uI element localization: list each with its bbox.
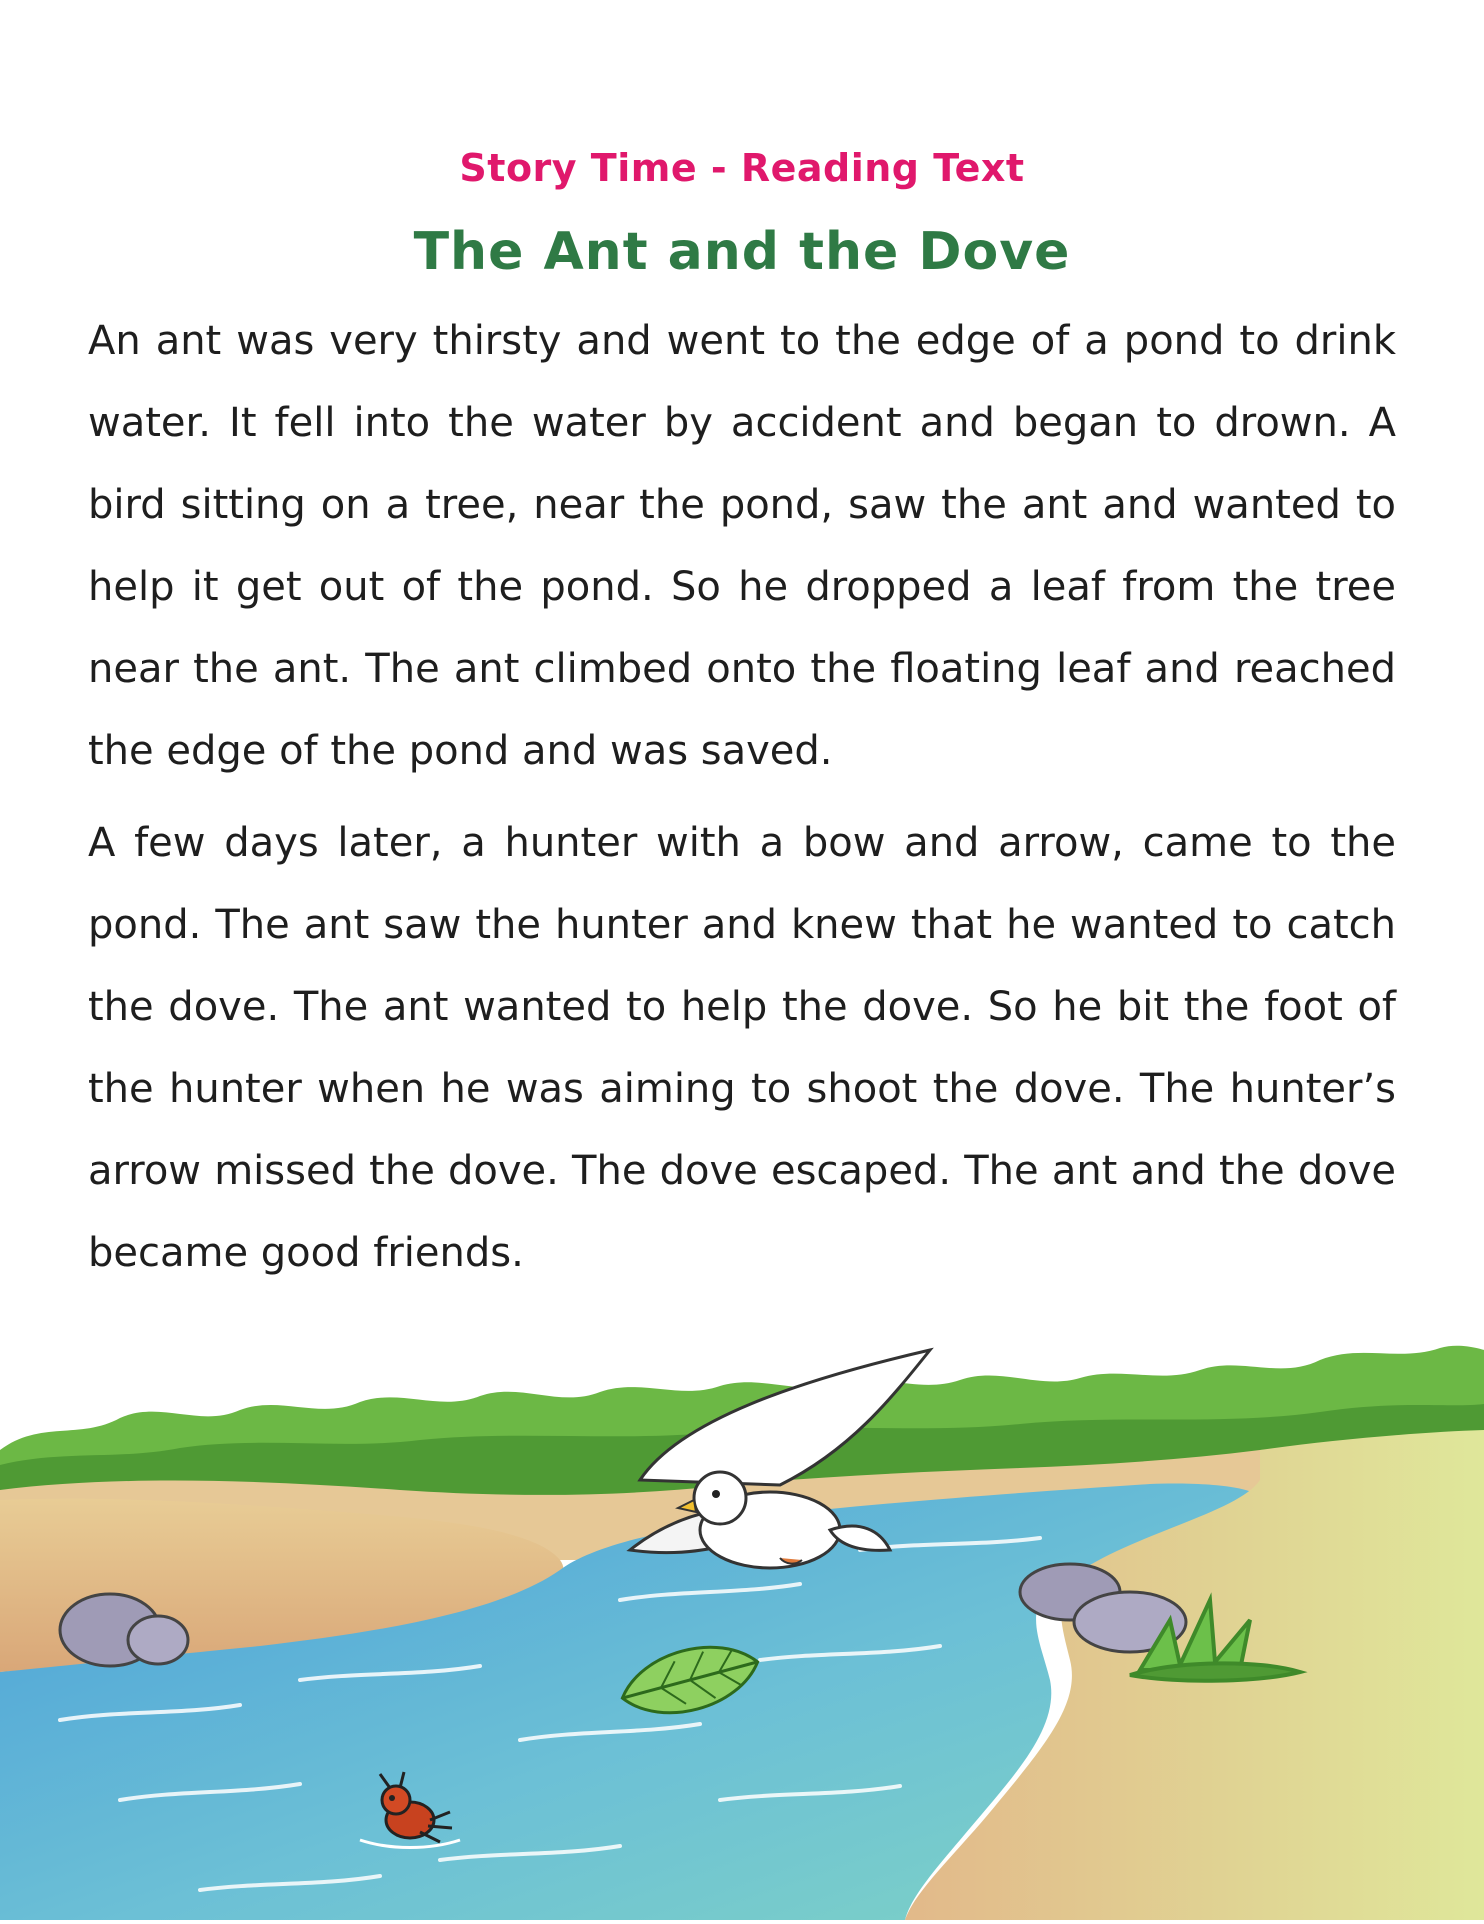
- story-paragraph-2: A few days later, a hunter with a bow and arrow, came to the pond. The ant saw the hunter and knew that he wanted to catch the dove. The ant wanted to help the dove. So he bit the foot of the hunter when he was aiming to shoot the dove. The hunter’s arrow missed the dove. The dove escaped. The ant and the dove became good friends.: [88, 820, 1396, 1276]
- section-kicker: Story Time - Reading Text: [459, 146, 1025, 190]
- pond-scene: [0, 1300, 1484, 1920]
- story-title: The Ant and the Dove: [413, 222, 1071, 282]
- story-paragraph-1: An ant was very thirsty and went to the edge of a pond to drink water. It fell into the water by accident and began to drown. A bird sitting on a tree, near the pond, saw the ant and wanted to help it get out of the pond. So he dropped a leaf from the tree near the ant. The ant climbed onto the floating leaf and reached the edge of the pond and was saved.: [88, 318, 1396, 774]
- story-text: [88, 300, 1396, 1304]
